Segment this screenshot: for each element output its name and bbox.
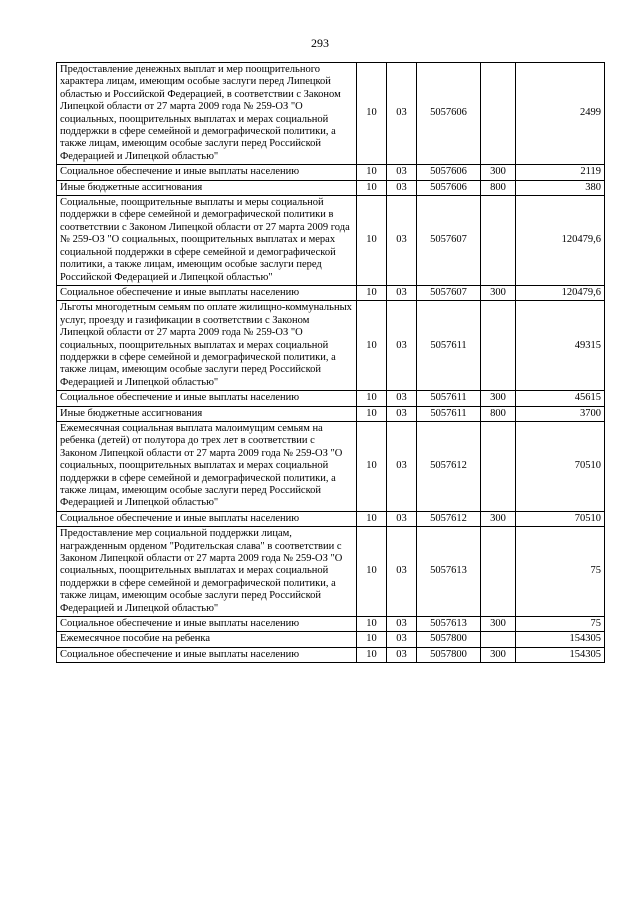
row-sum: 49315 — [516, 301, 605, 391]
row-section: 10 — [357, 406, 387, 421]
row-expense-type: 300 — [481, 165, 516, 180]
row-target-article: 5057606 — [417, 63, 481, 165]
row-expense-type: 300 — [481, 511, 516, 526]
row-expense-type — [481, 632, 516, 647]
row-section: 10 — [357, 617, 387, 632]
row-name: Льготы многодетным семьям по оплате жилищно-коммунальных услуг, проезду и газификации в соответствии с Законом Липецкой области от 27 марта 2009 года № 259-ОЗ "О социальных, поощрительных выплатах и мерах социальной поддержки в сфере семейной и демографической политики, а также лицам, имеющим особые заслуги перед Российской Федерацией и Липецкой областью" — [57, 301, 357, 391]
table-row — [57, 391, 605, 406]
row-expense-type: 800 — [481, 180, 516, 195]
row-name: Социальные, поощрительные выплаты и меры социальной поддержки в сфере семейной и демографической политики в соответствии с Законом Липецкой области от 27 марта 2009 года № 259-ОЗ "О социальных, поощрительных выплатах и мерах социальной поддержки в сфере семейной и демографической политики, а также лицам, имеющим особые заслуги перед Российской Федерацией и Липецкой областью" — [57, 196, 357, 286]
table-row — [57, 196, 605, 286]
row-section: 10 — [357, 647, 387, 662]
table-row — [57, 511, 605, 526]
row-target-article: 5057611 — [417, 391, 481, 406]
row-subsection: 03 — [387, 421, 417, 511]
row-section: 10 — [357, 285, 387, 300]
row-expense-type — [481, 421, 516, 511]
table-row — [57, 617, 605, 632]
row-expense-type: 300 — [481, 285, 516, 300]
table-row — [57, 406, 605, 421]
row-target-article: 5057612 — [417, 421, 481, 511]
row-expense-type: 800 — [481, 406, 516, 421]
row-expense-type — [481, 301, 516, 391]
page-number: 293 — [311, 36, 329, 50]
row-target-article: 5057606 — [417, 180, 481, 195]
row-sum: 120479,6 — [516, 196, 605, 286]
table-row — [57, 165, 605, 180]
row-section: 10 — [357, 511, 387, 526]
row-sum: 154305 — [516, 647, 605, 662]
row-subsection: 03 — [387, 301, 417, 391]
row-subsection: 03 — [387, 647, 417, 662]
row-name: Предоставление денежных выплат и мер поощрительного характера лицам, имеющим особые заслуги перед Липецкой областью и Российской Федерацией, в соответствии с Законом Липецкой области от 27 марта 2009 года № 259-ОЗ "О социальных, поощрительных выплатах и мерах социальной поддержки в сфере семейной и демографической политики, а также лицам, имеющим особые заслуги перед Российской Федерацией и Липецкой областью" — [57, 63, 357, 165]
row-name: Ежемесячная социальная выплата малоимущим семьям на ребенка (детей) от полутора до трех лет в соответствии с Законом Липецкой области от 27 марта 2009 года № 259-ОЗ "О социальных, поощрительных выплатах и мерах социальной поддержки в сфере семейной и демографической политики, а также лицам, имеющим особые заслуги перед Российской Федерацией и Липецкой областью" — [57, 421, 357, 511]
table-row — [57, 647, 605, 662]
budget-table — [56, 62, 605, 663]
row-name: Иные бюджетные ассигнования — [57, 180, 357, 195]
row-section: 10 — [357, 391, 387, 406]
row-section: 10 — [357, 63, 387, 165]
row-sum: 2119 — [516, 165, 605, 180]
row-name: Иные бюджетные ассигнования — [57, 406, 357, 421]
row-target-article: 5057611 — [417, 301, 481, 391]
row-subsection: 03 — [387, 617, 417, 632]
row-section: 10 — [357, 632, 387, 647]
table-row — [57, 632, 605, 647]
table-row — [57, 421, 605, 511]
table-row — [57, 285, 605, 300]
row-name: Социальное обеспечение и иные выплаты населению — [57, 165, 357, 180]
row-name: Ежемесячное пособие на ребенка — [57, 632, 357, 647]
row-subsection: 03 — [387, 511, 417, 526]
row-name: Предоставление мер социальной поддержки лицам, награжденным орденом "Родительская слава" в соответствии с Законом Липецкой области от 27 марта 2009 года № 259-ОЗ "О социальных, поощрительных выплатах и мерах социальной поддержки в сфере семейной и демографической политики, а также лицам, имеющим особые заслуги перед Российской Федерацией и Липецкой областью" — [57, 527, 357, 617]
row-target-article: 5057607 — [417, 196, 481, 286]
row-section: 10 — [357, 180, 387, 195]
row-subsection: 03 — [387, 406, 417, 421]
row-sum: 380 — [516, 180, 605, 195]
row-subsection: 03 — [387, 165, 417, 180]
row-subsection: 03 — [387, 63, 417, 165]
row-expense-type — [481, 196, 516, 286]
row-sum: 70510 — [516, 421, 605, 511]
row-sum: 3700 — [516, 406, 605, 421]
row-subsection: 03 — [387, 196, 417, 286]
row-target-article: 5057612 — [417, 511, 481, 526]
row-section: 10 — [357, 196, 387, 286]
row-target-article: 5057800 — [417, 647, 481, 662]
row-name: Социальное обеспечение и иные выплаты населению — [57, 647, 357, 662]
row-target-article: 5057606 — [417, 165, 481, 180]
row-section: 10 — [357, 527, 387, 617]
row-section: 10 — [357, 301, 387, 391]
table-row — [57, 63, 605, 165]
row-subsection: 03 — [387, 180, 417, 195]
table-row — [57, 301, 605, 391]
row-target-article: 5057800 — [417, 632, 481, 647]
row-sum: 154305 — [516, 632, 605, 647]
row-sum: 45615 — [516, 391, 605, 406]
row-expense-type — [481, 527, 516, 617]
row-sum: 75 — [516, 617, 605, 632]
row-section: 10 — [357, 421, 387, 511]
row-target-article: 5057607 — [417, 285, 481, 300]
row-subsection: 03 — [387, 527, 417, 617]
row-name: Социальное обеспечение и иные выплаты населению — [57, 285, 357, 300]
row-expense-type: 300 — [481, 617, 516, 632]
row-subsection: 03 — [387, 632, 417, 647]
row-target-article: 5057613 — [417, 527, 481, 617]
row-sum: 70510 — [516, 511, 605, 526]
row-expense-type: 300 — [481, 647, 516, 662]
row-sum: 2499 — [516, 63, 605, 165]
budget-table-body — [57, 63, 605, 663]
row-section: 10 — [357, 165, 387, 180]
row-name: Социальное обеспечение и иные выплаты населению — [57, 391, 357, 406]
row-target-article: 5057613 — [417, 617, 481, 632]
row-name: Социальное обеспечение и иные выплаты населению — [57, 617, 357, 632]
row-subsection: 03 — [387, 285, 417, 300]
table-row — [57, 527, 605, 617]
row-target-article: 5057611 — [417, 406, 481, 421]
row-expense-type — [481, 63, 516, 165]
row-expense-type: 300 — [481, 391, 516, 406]
row-subsection: 03 — [387, 391, 417, 406]
row-sum: 120479,6 — [516, 285, 605, 300]
table-row — [57, 180, 605, 195]
row-sum: 75 — [516, 527, 605, 617]
row-name: Социальное обеспечение и иные выплаты населению — [57, 511, 357, 526]
